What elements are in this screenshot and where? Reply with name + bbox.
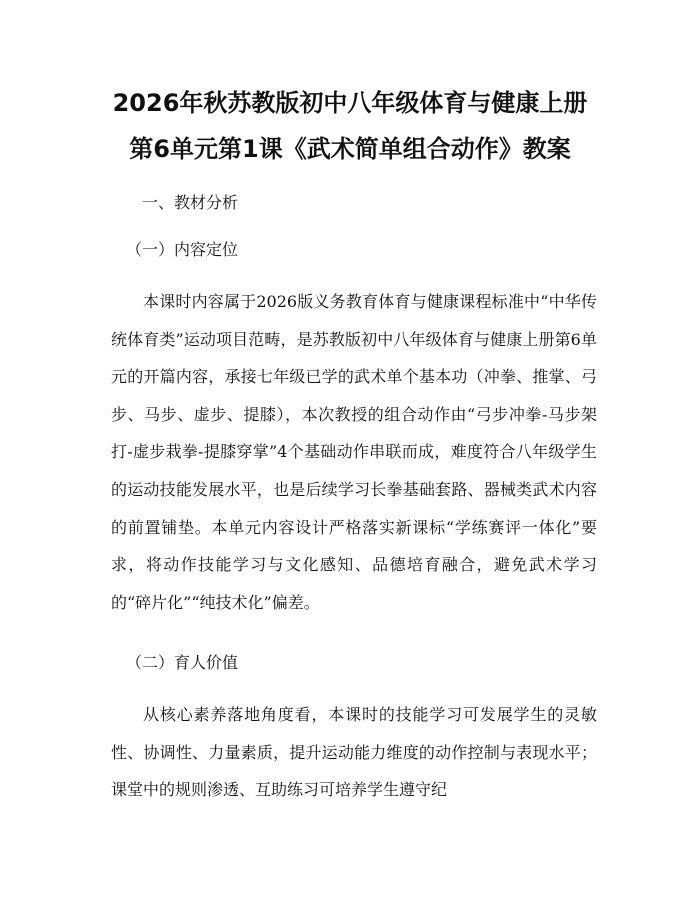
paragraph-educational-value: 从核心素养落地角度看，本课时的技能学习可发展学生的灵敏性、协调性、力量素质，提升运动能力维度的动作控制与表现水平；课堂中的规则渗透、互助练习可培养学生遵守纪 [111,705,597,800]
subsection-heading-content-positioning: （一）内容定位 [126,240,239,259]
subsection-heading-educational-value: （二）育人价值 [126,653,239,672]
section-heading-textbook-analysis: 一、教材分析 [142,193,239,212]
paragraph-content-positioning: 本课时内容属于2026版义务教育体育与健康课程标准中“中华传统体育类”运动项目范畴，是苏教版初中八年级体育与健康上册第6单元的开篇内容，承接七年级已学的武术单个基本功（冲拳、推掌、弓步、马步、虚步、提膝），本次教授的组合动作由“弓步冲拳-马步架打-虚步栽拳-提膝穿掌”4个基础动作串联而成，难度符合八年级学生的运动技能发展水平，也是后续学习长拳基础套路、器械类武术内容的前置铺垫。本单元内容设计严格落实新课标“学练赛评一体化”要求，将动作技能学习与文化感知、品德培育融合，避免武术学习的“碎片化”“纯技术化”偏差。 [111,292,597,612]
document-title-line-1: 2026年秋苏教版初中八年级体育与健康上册 [112,89,588,117]
document-title-line-2: 第6单元第1课《武术简单组合动作》教案 [129,135,571,163]
